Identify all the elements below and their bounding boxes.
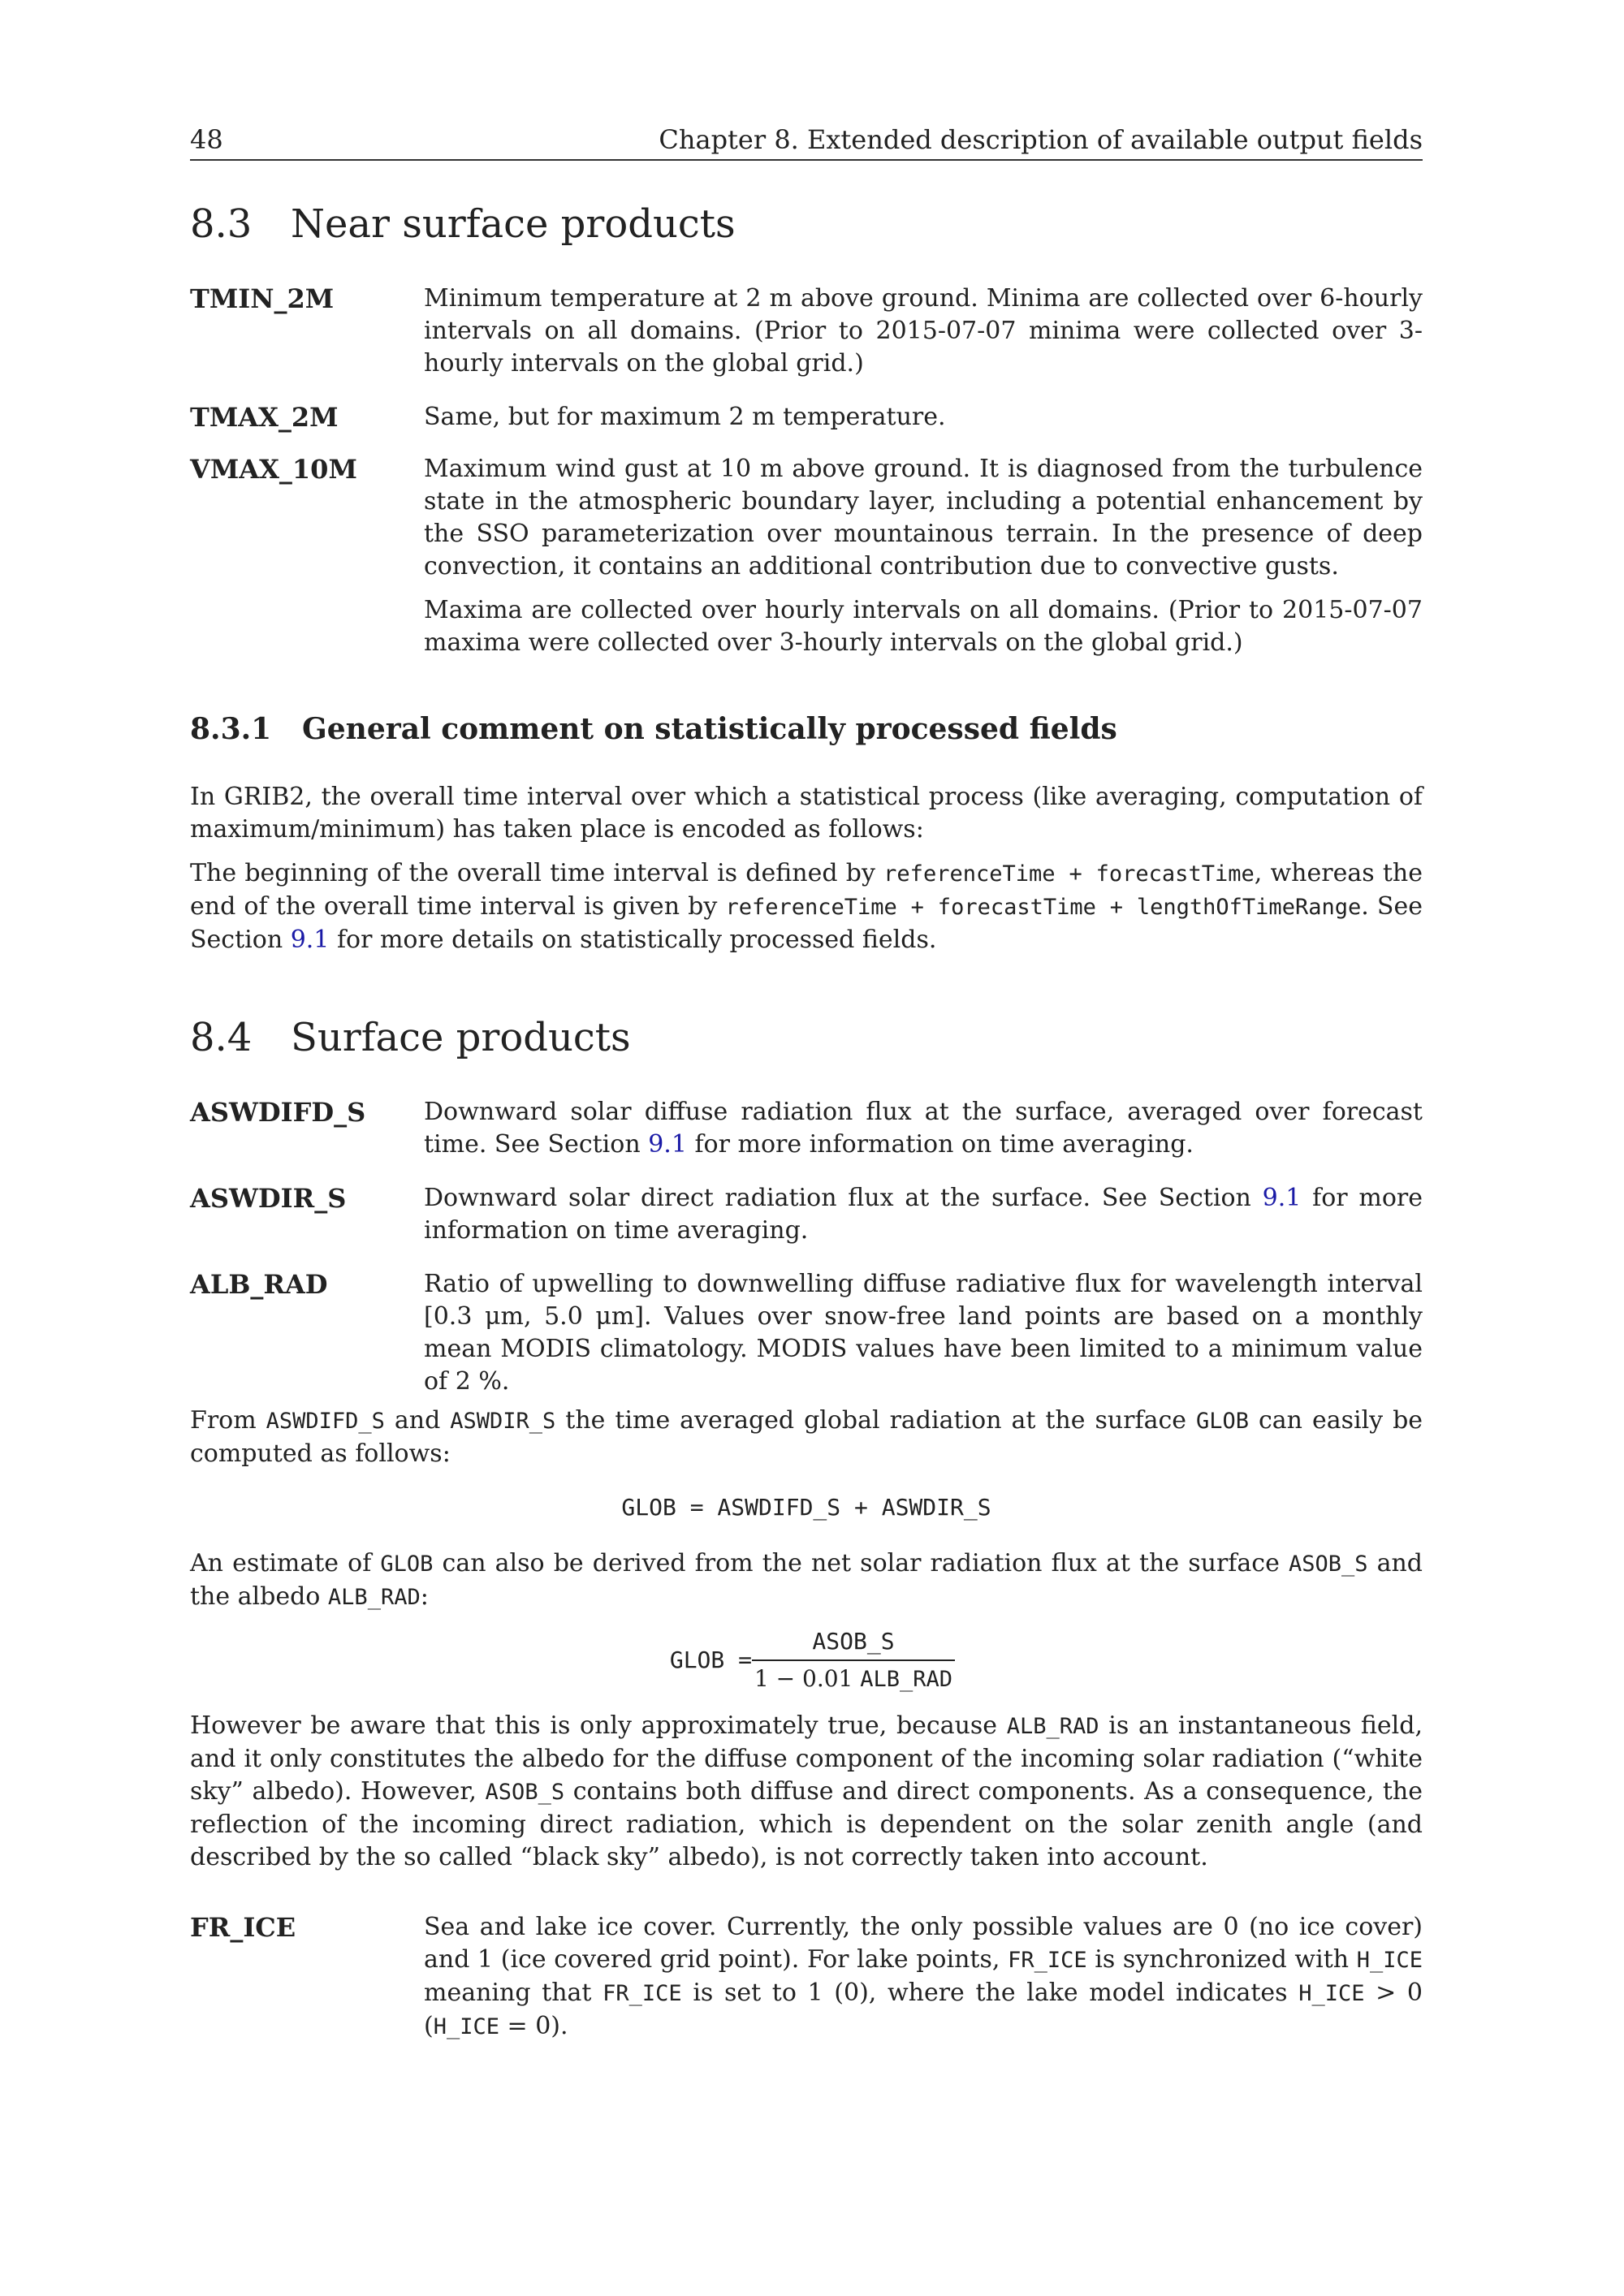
text-run: contains both diffuse and direct components. As a consequence, the reflection of the incoming direct radiation, which is dependent on the solar zenith angle (and described by the so called “black sky” albedo), is not correctly taken into account.	[190, 1777, 1423, 1871]
section-number: 8.4	[190, 1015, 253, 1060]
text-run: From	[190, 1406, 266, 1435]
section-heading-8-3	[190, 200, 736, 248]
fraction-denominator	[752, 1661, 955, 1698]
page-number: 48	[190, 124, 223, 155]
text-run: for more information on time averaging.	[686, 1130, 1194, 1159]
section-title: Near surface products	[291, 201, 736, 247]
text-run: the time averaged global radiation at the surface	[555, 1406, 1196, 1435]
equation-glob-sum: GLOB = ASWDIFD_S + ASWDIR_S	[621, 1494, 991, 1521]
text-run: can also be derived from the net solar radiation flux at the surface	[433, 1549, 1289, 1577]
chapter-title: Chapter 8. Extended description of available output fields	[659, 124, 1423, 155]
code-aswdifd-s: ASWDIFD_S	[266, 1409, 385, 1434]
definition-term: TMIN_2M	[190, 283, 335, 314]
section-heading-8-4	[190, 1013, 631, 1062]
running-header	[190, 120, 1423, 161]
code-h-ice: H_ICE	[1356, 1948, 1423, 1973]
definition-text	[424, 1911, 1423, 2044]
text-run: meaning that	[424, 1979, 603, 2007]
definition-text	[424, 1182, 1423, 1247]
code-fr-ice: FR_ICE	[1008, 1948, 1087, 1973]
definition-text: Ratio of upwelling to downwelling diffuse radiative flux for wavelength interval [0.3 μm, 5.0 μm]. Values over snow-free land points are based on a monthly mean MODIS climatology. MODIS values have been limited to a minimum value of 2 %.	[424, 1270, 1423, 1396]
fraction-numerator: ASOB_S	[752, 1624, 955, 1661]
text-run: The beginning of the overall time interval is defined by	[190, 859, 884, 887]
paragraph-glob-intro	[190, 1405, 1423, 1470]
code-h-ice: H_ICE	[433, 2014, 499, 2039]
definition-text: Same, but for maximum 2 m temperature.	[424, 403, 946, 431]
paragraph-glob-estimate	[190, 1547, 1423, 1614]
code-alb-rad: ALB_RAD	[327, 1585, 421, 1610]
definition-text: Minimum temperature at 2 m above ground. Minima are collected over 6-hourly intervals on all domains. (Prior to 2015-07-07 minima were collected over 3-hourly intervals on the global grid.)	[424, 284, 1423, 378]
definition-term: FR_ICE	[190, 1912, 296, 1943]
definition-term: ASWDIFD_S	[190, 1097, 366, 1128]
text-run: for more details on statistically processed fields.	[329, 926, 937, 954]
text-run: Downward solar diffuse radiation flux at the surface, averaged over forecast time. See Section	[424, 1098, 1423, 1159]
code-glob: GLOB	[1196, 1409, 1250, 1434]
section-number: 8.3	[190, 201, 253, 247]
text-run: and the albedo	[190, 1549, 1423, 1611]
fraction	[752, 1624, 955, 1698]
text-run: 1 − 0.01	[754, 1665, 861, 1692]
text-run: is synchronized with	[1086, 1945, 1357, 1974]
text-run: :	[420, 1582, 429, 1611]
definition-text	[424, 1096, 1423, 1161]
code-asob-s: ASOB_S	[485, 1780, 565, 1805]
code-glob: GLOB	[380, 1552, 434, 1577]
section-link-9-1[interactable]: 9.1	[1262, 1184, 1302, 1212]
subsection-number: 8.3.1	[190, 712, 272, 746]
text-run: Sea and lake ice cover. Currently, the only possible values are 0 (no ice cover) and 1 (ice covered grid point). For lake points,	[424, 1913, 1423, 1974]
text-run: = 0).	[499, 2012, 568, 2040]
section-link-9-1[interactable]: 9.1	[290, 926, 330, 954]
subsection-heading-8-3-1	[190, 710, 1117, 749]
text-run: However be aware that this is only approximately true, because	[190, 1711, 1007, 1740]
paragraph-albedo-caveat	[190, 1710, 1423, 1874]
text-run: can easily be computed as follows:	[190, 1406, 1423, 1468]
definition-term: ALB_RAD	[190, 1269, 328, 1300]
definition-text: Maxima are collected over hourly intervals on all domains. (Prior to 2015-07-07 maxima were collected over 3-hourly intervals on the global grid.)	[424, 596, 1423, 657]
code-reference-forecast: referenceTime + forecastTime	[883, 861, 1255, 887]
text-run: is an instantaneous field, and it only constitutes the albedo for the diffuse component of the incoming solar radiation (“white sky” albedo). However,	[190, 1711, 1423, 1806]
text-run: > 0 (	[424, 1979, 1423, 2040]
code-length-of-time-range: referenceTime + forecastTime + lengthOfTimeRange	[725, 895, 1362, 920]
definition-term: ASWDIR_S	[190, 1183, 347, 1214]
definition-term: VMAX_10M	[190, 454, 357, 485]
code-alb-rad: ALB_RAD	[860, 1667, 953, 1692]
paragraph-time-interval	[190, 857, 1423, 956]
code-aswdir-s: ASWDIR_S	[450, 1409, 556, 1434]
text-run: . See Section	[190, 892, 1423, 954]
text-run: Downward solar direct radiation flux at the surface. See Section	[424, 1184, 1263, 1212]
section-title: Surface products	[291, 1015, 631, 1060]
equation-lhs: GLOB =	[669, 1646, 752, 1673]
text-run: for more information on time averaging.	[424, 1184, 1423, 1245]
text-run: is set to 1 (0), where the lake model indicates	[681, 1979, 1299, 2007]
text-run: and	[384, 1406, 451, 1435]
section-link-9-1[interactable]: 9.1	[648, 1130, 687, 1159]
code-h-ice: H_ICE	[1298, 1981, 1365, 2006]
definition-text: Maximum wind gust at 10 m above ground. It is diagnosed from the turbulence state in the atmospheric boundary layer, including a potential enhancement by the SSO parameterization over mountainous terrain. In the presence of deep convection, it contains an additional contribution due to convective gusts.	[424, 455, 1423, 580]
text-run: , whereas the end of the overall time interval is given by	[190, 859, 1423, 921]
equation-glob-fraction	[190, 1624, 1423, 1705]
paragraph-grib2-intro: In GRIB2, the overall time interval over which a statistical process (like averaging, computation of maximum/minimum) has taken place is encoded as follows:	[190, 783, 1423, 844]
code-fr-ice: FR_ICE	[603, 1981, 682, 2006]
subsection-title: General comment on statistically processed fields	[302, 712, 1117, 746]
text-run: An estimate of	[190, 1549, 381, 1577]
code-alb-rad: ALB_RAD	[1006, 1714, 1099, 1739]
code-asob-s: ASOB_S	[1288, 1552, 1368, 1577]
definition-term: TMAX_2M	[190, 402, 339, 433]
